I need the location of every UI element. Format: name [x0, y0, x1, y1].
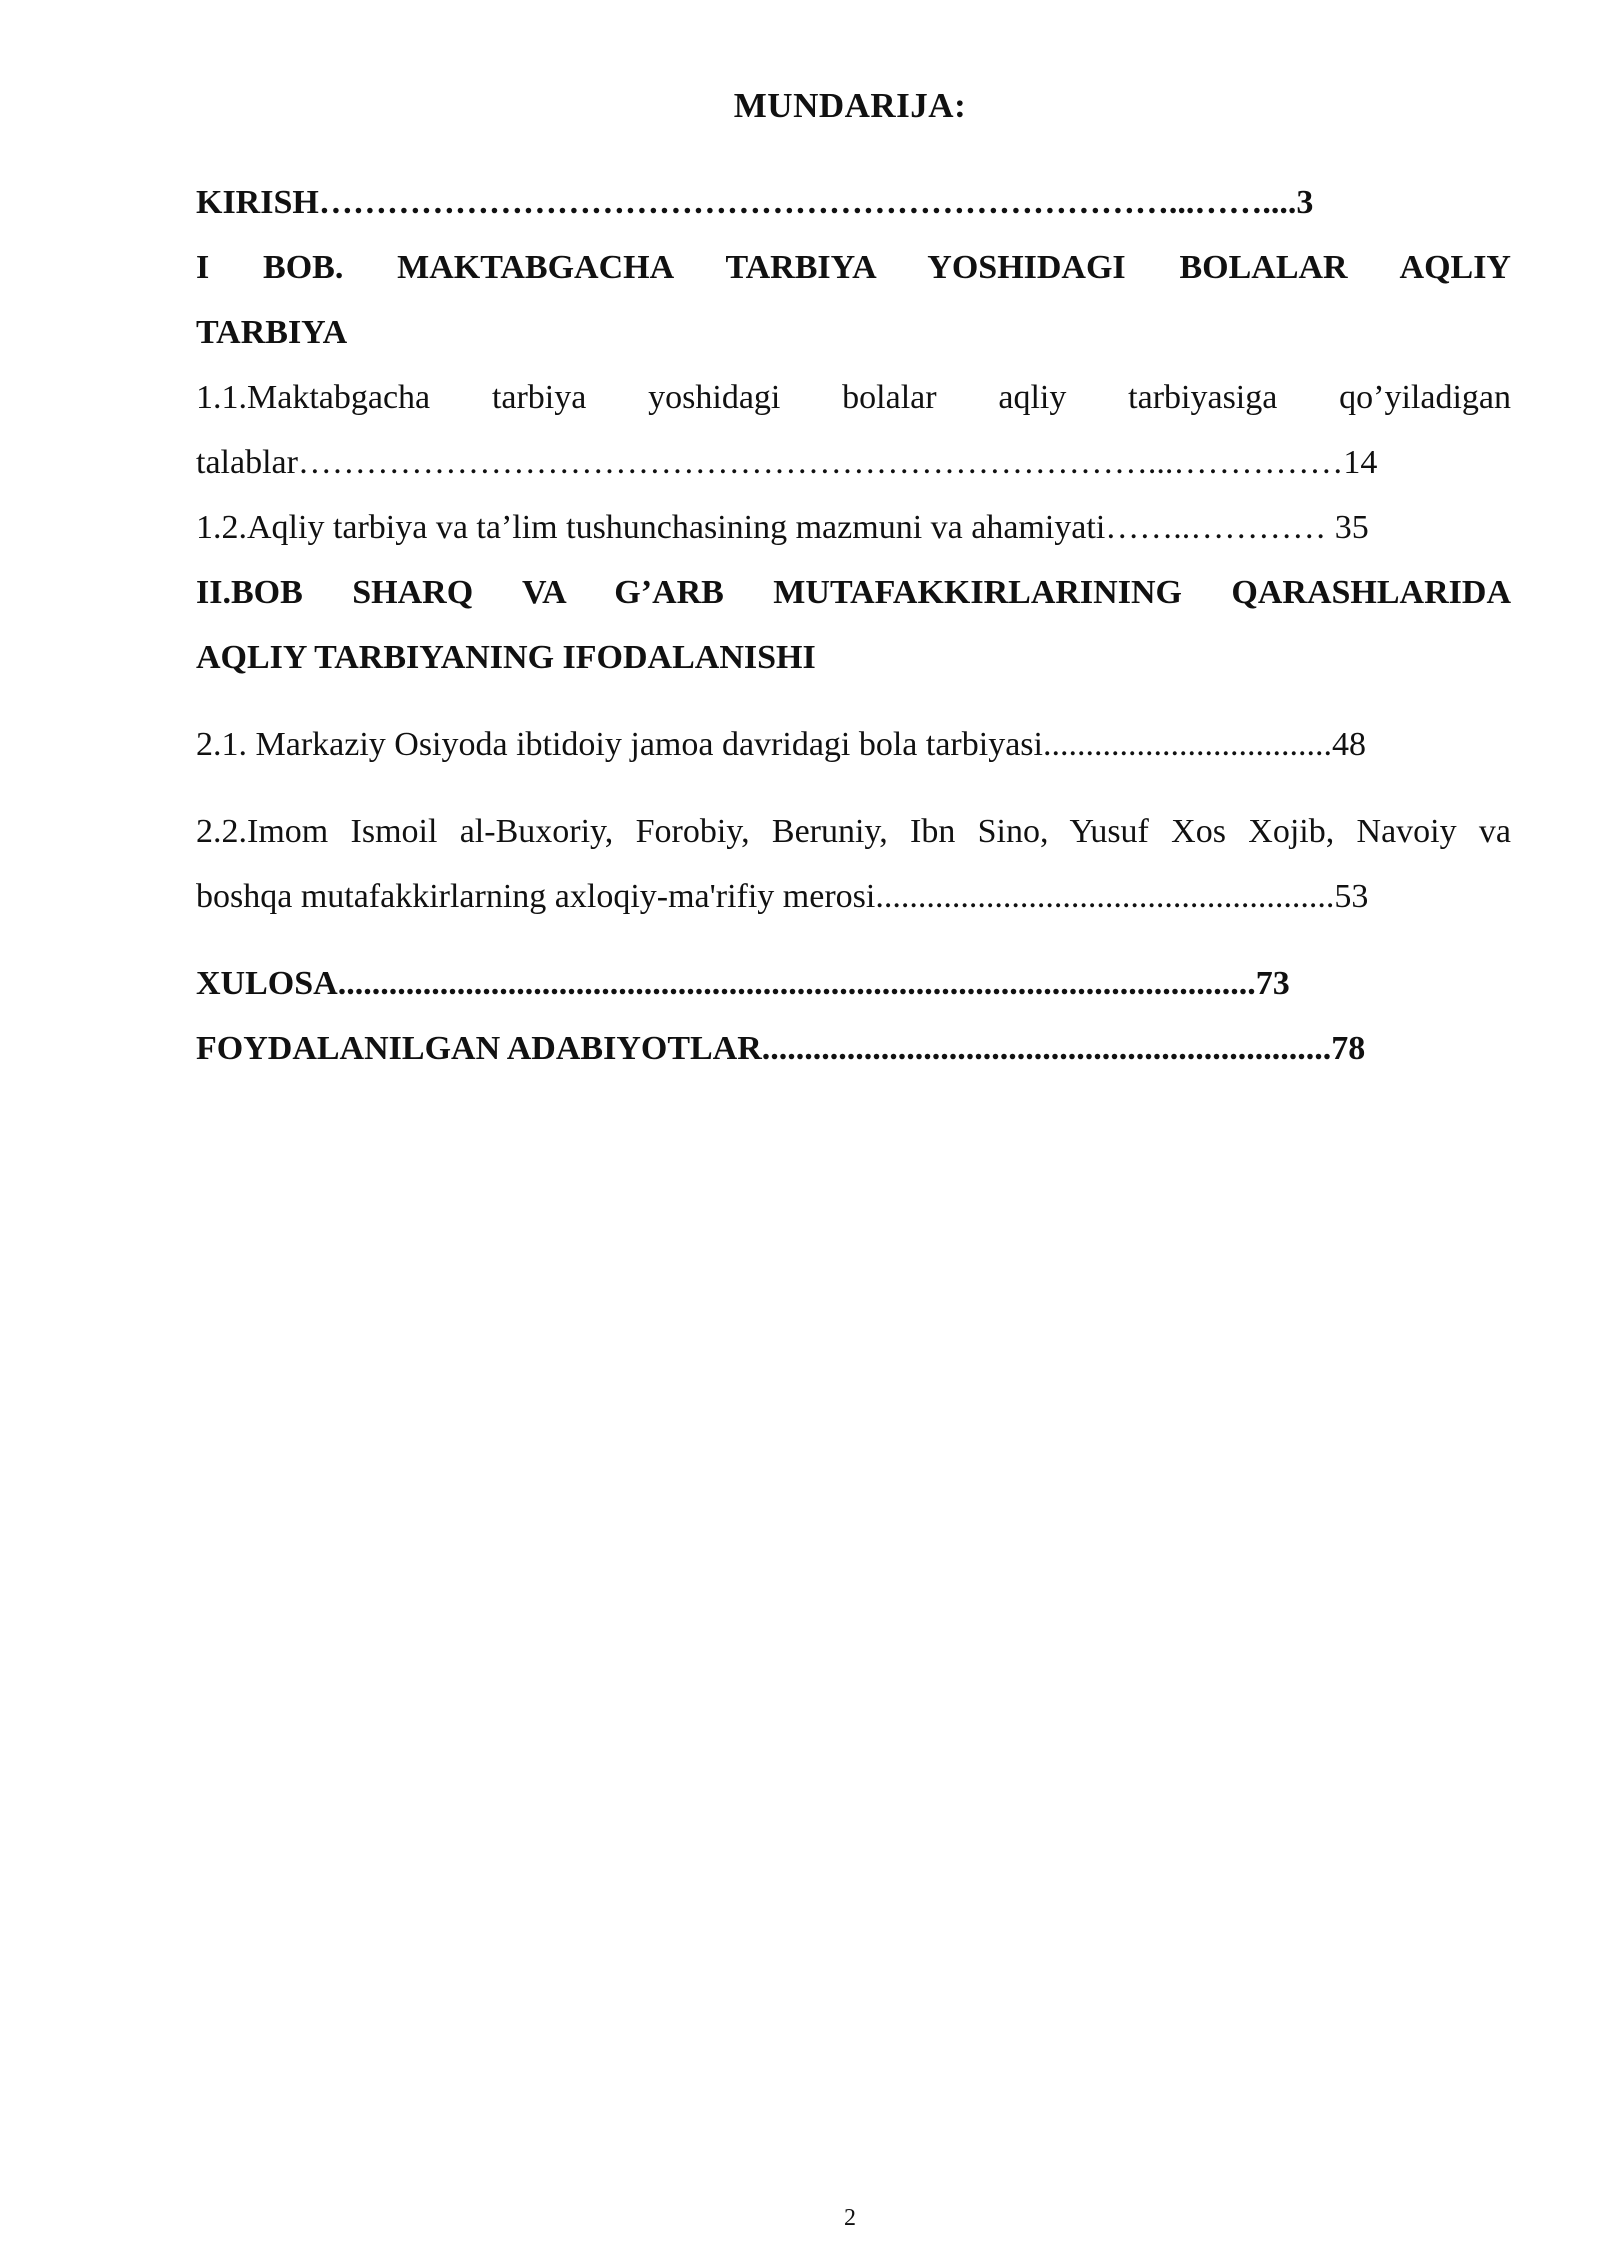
- toc-entry-1-2[interactable]: 1.2.Aqliy tarbiya va ta’lim tushunchasining mazmuni va ahamiyati……..………… 35: [196, 509, 1369, 546]
- toc-entry-chapter1-line2[interactable]: TARBIYA: [196, 314, 348, 351]
- toc-heading: MUNDARIJA:: [733, 86, 967, 125]
- toc-entry-chapter2-line1[interactable]: II.BOB SHARQ VA G’ARB MUTAFAKKIRLARINING QARASHLARIDA: [196, 574, 1511, 611]
- toc-entry-chapter2-line2[interactable]: AQLIY TARBIYANING IFODALANISHI: [196, 639, 816, 676]
- toc-entry-2-2-line2[interactable]: boshqa mutafakkirlarning axloqiy-ma'rifiy merosi......................................................53: [196, 878, 1369, 915]
- toc-entry-conclusion[interactable]: XULOSA............................................................................................................73: [196, 965, 1290, 1002]
- toc-entry-1-1-line1[interactable]: 1.1.Maktabgacha tarbiya yoshidagi bolalar aqliy tarbiyasiga qo’yiladigan: [196, 379, 1511, 416]
- toc-entry-references[interactable]: FOYDALANILGAN ADABIYOTLAR...................................................................78: [196, 1030, 1366, 1067]
- toc-entry-2-2-line1[interactable]: 2.2.Imom Ismoil al-Buxoriy, Forobiy, Beruniy, Ibn Sino, Yusuf Xos Xojib, Navoiy va: [196, 813, 1511, 850]
- table-of-contents: [196, 170, 1511, 1081]
- toc-entry-intro[interactable]: KIRISH…………………………………………………………………...……....3: [196, 184, 1314, 221]
- page-number: 2: [844, 2205, 856, 2231]
- toc-entry-chapter1-line1[interactable]: I BOB. MAKTABGACHA TARBIYA YOSHIDAGI BOLALAR AQLIY: [196, 249, 1511, 286]
- toc-entry-1-1-line2[interactable]: talablar…………………………………………………………………...……………14: [196, 444, 1378, 481]
- toc-entry-2-1[interactable]: 2.1. Markaziy Osiyoda ibtidoiy jamoa davridagi bola tarbiyasi..................................48: [196, 726, 1366, 763]
